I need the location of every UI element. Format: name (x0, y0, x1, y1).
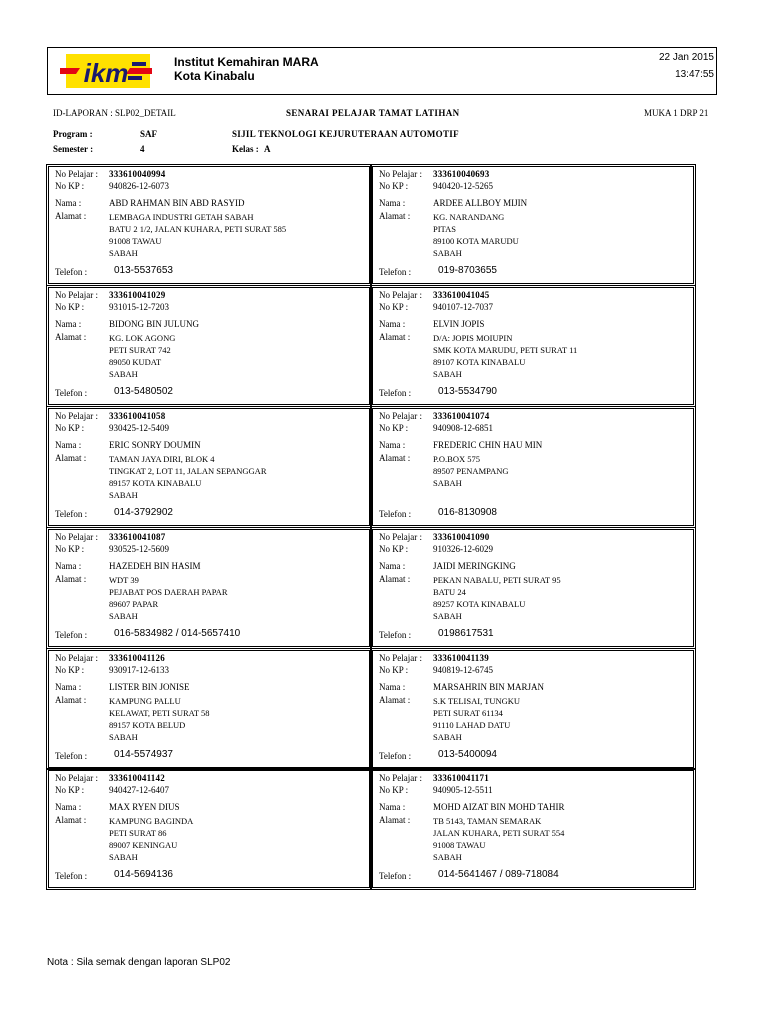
student-card (372, 166, 694, 284)
telefon-value: 014-5641467 / 089-718084 (438, 869, 559, 880)
address-line: SABAH (433, 852, 462, 862)
nama-label: Nama : (55, 682, 82, 692)
telefon-value: 013-5400094 (438, 749, 497, 760)
no-kp-label: No KP : (379, 181, 409, 191)
student-card (48, 650, 370, 768)
address-line: SABAH (109, 611, 138, 621)
no-kp-label: No KP : (55, 665, 85, 675)
nama-label: Nama : (379, 319, 406, 329)
address-line: SABAH (109, 732, 138, 742)
alamat-value (433, 211, 519, 259)
address-line: SABAH (433, 248, 462, 258)
kelas-label: Kelas : (232, 144, 259, 154)
telefon-value: 016-5834982 / 014-5657410 (114, 628, 241, 639)
no-pelajar-value: 333610041142 (109, 773, 165, 783)
alamat-label: Alamat : (55, 332, 87, 342)
no-kp-value: 940107-12-7037 (433, 302, 493, 312)
page-number: MUKA 1 DRP 21 (644, 108, 709, 118)
address-line: 91110 LAHAD DATU (433, 720, 511, 730)
alamat-value (109, 815, 193, 863)
address-line: PETI SURAT 61134 (433, 708, 503, 718)
telefon-value: 019-8703655 (438, 265, 497, 276)
report-title: SENARAI PELAJAR TAMAT LATIHAN (286, 108, 460, 118)
no-kp-value: 940826-12-6073 (109, 181, 169, 191)
alamat-label: Alamat : (379, 815, 411, 825)
no-pelajar-value: 333610040994 (109, 169, 166, 179)
student-card (48, 529, 370, 647)
telefon-label: Telefon : (55, 509, 88, 519)
no-kp-label: No KP : (379, 302, 409, 312)
alamat-label: Alamat : (379, 453, 411, 463)
address-line: TINGKAT 2, LOT 11, JALAN SEPANGGAR (109, 466, 267, 476)
no-kp-value: 930917-12-6133 (109, 665, 169, 675)
address-line: PEJABAT POS DAERAH PAPAR (109, 587, 228, 597)
telefon-label: Telefon : (55, 871, 88, 881)
alamat-label: Alamat : (379, 332, 411, 342)
no-pelajar-label: No Pelajar : (379, 411, 422, 421)
no-kp-label: No KP : (379, 785, 409, 795)
course-name: SIJIL TEKNOLOGI KEJURUTERAAN AUTOMOTIF (232, 129, 459, 139)
no-pelajar-label: No Pelajar : (55, 653, 98, 663)
address-line: 89257 KOTA KINABALU (433, 599, 526, 609)
address-line: 89107 KOTA KINABALU (433, 357, 526, 367)
nama-value: ARDEE ALLBOY MIJIN (433, 198, 528, 208)
telefon-value: 013-5537653 (114, 265, 173, 276)
nama-value: JAIDI MERINGKING (433, 561, 516, 571)
telefon-label: Telefon : (379, 509, 412, 519)
institution-city: Kota Kinabalu (174, 69, 255, 83)
alamat-value (433, 574, 561, 622)
no-kp-value: 910326-12-6029 (433, 544, 493, 554)
no-pelajar-value: 333610041058 (109, 411, 166, 421)
address-line: KELAWAT, PETI SURAT 58 (109, 708, 210, 718)
no-kp-value: 930425-12-5409 (109, 423, 169, 433)
telefon-value: 013-5534790 (438, 386, 497, 397)
no-pelajar-value: 333610041090 (433, 532, 490, 542)
telefon-value: 014-5694136 (114, 869, 173, 880)
nama-value: MARSAHRIN BIN MARJAN (433, 682, 545, 692)
no-kp-value: 940427-12-6407 (109, 785, 169, 795)
report-header (47, 47, 717, 95)
address-line: SMK KOTA MARUDU, PETI SURAT 11 (433, 345, 578, 355)
no-pelajar-label: No Pelajar : (379, 653, 422, 663)
no-pelajar-value: 333610041074 (433, 411, 490, 421)
alamat-label: Alamat : (379, 695, 411, 705)
no-pelajar-label: No Pelajar : (55, 290, 98, 300)
student-card (372, 650, 694, 768)
address-line: SABAH (109, 852, 138, 862)
telefon-label: Telefon : (379, 871, 412, 881)
no-kp-value: 940819-12-6745 (433, 665, 493, 675)
address-line: LEMBAGA INDUSTRI GETAH SABAH (109, 212, 254, 222)
telefon-value: 014-5574937 (114, 749, 173, 760)
no-pelajar-label: No Pelajar : (379, 290, 422, 300)
address-line: SABAH (433, 732, 462, 742)
no-pelajar-value: 333610041087 (109, 532, 166, 542)
nama-label: Nama : (55, 561, 82, 571)
no-kp-label: No KP : (379, 423, 409, 433)
address-line: BATU 2 1/2, JALAN KUHARA, PETI SURAT 585 (109, 224, 287, 234)
no-kp-value: 940908-12-6851 (433, 423, 493, 433)
alamat-value (433, 815, 564, 863)
address-line: KAMPUNG BAGINDA (109, 816, 194, 826)
no-pelajar-value: 333610041045 (433, 290, 490, 300)
address-line: PETI SURAT 86 (109, 828, 167, 838)
no-kp-value: 940905-12-5511 (433, 785, 493, 795)
student-card (48, 287, 370, 405)
nama-label: Nama : (55, 198, 82, 208)
footer-note: Nota : Sila semak dengan laporan SLP02 (47, 957, 231, 968)
nama-value: BIDONG BIN JULUNG (109, 319, 199, 329)
telefon-value: 014-3792902 (114, 507, 173, 518)
no-kp-label: No KP : (55, 544, 85, 554)
address-line: TAMAN JAYA DIRI, BLOK 4 (109, 454, 215, 464)
alamat-label: Alamat : (379, 211, 411, 221)
address-line: WDT 39 (109, 575, 139, 585)
address-line: JALAN KUHARA, PETI SURAT 554 (433, 828, 565, 838)
nama-value: ELVIN JOPIS (433, 319, 485, 329)
institution-name: Institut Kemahiran MARA (174, 55, 319, 69)
program-value: SAF (140, 129, 158, 139)
no-kp-value: 940420-12-5265 (433, 181, 493, 191)
alamat-label: Alamat : (55, 574, 87, 584)
report-time: 13:47:55 (675, 69, 714, 80)
alamat-value (433, 453, 509, 489)
address-line: D/A: JOPIS MOIUPIN (433, 333, 513, 343)
address-line: 89607 PAPAR (109, 599, 159, 609)
alamat-value (109, 332, 175, 380)
nama-label: Nama : (379, 440, 406, 450)
nama-label: Nama : (379, 802, 406, 812)
ikm-logo (60, 54, 152, 88)
student-card (372, 408, 694, 526)
no-pelajar-label: No Pelajar : (55, 169, 98, 179)
logo-text: ikm (83, 58, 129, 88)
address-line: PITAS (433, 224, 456, 234)
nama-value: ERIC SONRY DOUMIN (109, 440, 201, 450)
no-kp-label: No KP : (55, 181, 85, 191)
student-card (372, 529, 694, 647)
no-pelajar-label: No Pelajar : (379, 532, 422, 542)
telefon-value: 013-5480502 (114, 386, 173, 397)
telefon-label: Telefon : (379, 630, 412, 640)
student-card (372, 287, 694, 405)
alamat-value (433, 695, 520, 743)
telefon-label: Telefon : (55, 630, 88, 640)
alamat-label: Alamat : (55, 453, 87, 463)
no-kp-label: No KP : (379, 544, 409, 554)
no-pelajar-value: 333610040693 (433, 169, 490, 179)
nama-value: HAZEDEH BIN HASIM (109, 561, 201, 571)
telefon-label: Telefon : (379, 751, 412, 761)
address-line: 89157 KOTA BELUD (109, 720, 186, 730)
address-line: KG. LOK AGONG (109, 333, 176, 343)
nama-value: LISTER BIN JONISE (109, 682, 190, 692)
alamat-value (433, 332, 577, 380)
nama-label: Nama : (55, 319, 82, 329)
address-line: SABAH (109, 369, 138, 379)
address-line: BATU 24 (433, 587, 466, 597)
telefon-label: Telefon : (55, 388, 88, 398)
alamat-label: Alamat : (55, 695, 87, 705)
nama-value: ABD RAHMAN BIN ABD RASYID (109, 198, 245, 208)
telefon-value: 0198617531 (438, 628, 494, 639)
nama-label: Nama : (55, 802, 82, 812)
nama-label: Nama : (55, 440, 82, 450)
telefon-label: Telefon : (379, 267, 412, 277)
address-line: S.K TELISAI, TUNGKU (433, 696, 521, 706)
alamat-value (109, 453, 267, 501)
student-card (48, 408, 370, 526)
report-date: 22 Jan 2015 (658, 52, 714, 63)
program-label: Program : (53, 129, 93, 139)
telefon-label: Telefon : (379, 388, 412, 398)
no-kp-label: No KP : (55, 785, 85, 795)
address-line: 89050 KUDAT (109, 357, 162, 367)
address-line: 89157 KOTA KINABALU (109, 478, 202, 488)
no-pelajar-value: 333610041126 (109, 653, 165, 663)
no-pelajar-label: No Pelajar : (55, 773, 98, 783)
nama-value: MOHD AIZAT BIN MOHD TAHIR (433, 802, 565, 812)
nama-label: Nama : (379, 198, 406, 208)
address-line: 91008 TAWAU (433, 840, 486, 850)
no-kp-label: No KP : (55, 423, 85, 433)
telefon-value: 016-8130908 (438, 507, 497, 518)
no-kp-value: 931015-12-7203 (109, 302, 169, 312)
no-pelajar-value: 333610041171 (433, 773, 489, 783)
student-card (372, 770, 694, 888)
kelas-value: A (264, 144, 271, 154)
address-line: P.O.BOX 575 (433, 454, 480, 464)
no-pelajar-label: No Pelajar : (379, 169, 422, 179)
alamat-label: Alamat : (379, 574, 411, 584)
address-line: SABAH (433, 369, 462, 379)
no-kp-label: No KP : (55, 302, 85, 312)
nama-value: FREDERIC CHIN HAU MIN (433, 440, 543, 450)
address-line: KAMPUNG PALLU (109, 696, 181, 706)
address-line: SABAH (109, 248, 138, 258)
address-line: SABAH (433, 611, 462, 621)
telefon-label: Telefon : (55, 751, 88, 761)
no-pelajar-label: No Pelajar : (55, 411, 98, 421)
nama-label: Nama : (379, 682, 406, 692)
address-line: 91008 TAWAU (109, 236, 162, 246)
address-line: KG. NARANDANG (433, 212, 505, 222)
no-pelajar-value: 333610041029 (109, 290, 166, 300)
address-line: 89507 PENAMPANG (433, 466, 509, 476)
address-line: TB 5143, TAMAN SEMARAK (433, 816, 542, 826)
semester-label: Semester : (53, 144, 94, 154)
address-line: 89007 KENINGAU (109, 840, 178, 850)
alamat-value (109, 574, 228, 622)
telefon-label: Telefon : (55, 267, 88, 277)
address-line: PEKAN NABALU, PETI SURAT 95 (433, 575, 561, 585)
nama-label: Nama : (379, 561, 406, 571)
address-line: SABAH (109, 490, 138, 500)
no-pelajar-value: 333610041139 (433, 653, 489, 663)
no-pelajar-label: No Pelajar : (379, 773, 422, 783)
address-line: SABAH (433, 478, 462, 488)
semester-value: 4 (140, 144, 145, 154)
alamat-value (109, 695, 210, 743)
alamat-value (109, 211, 286, 259)
report-id: ID-LAPORAN : SLP02_DETAIL (53, 108, 176, 118)
no-kp-label: No KP : (379, 665, 409, 675)
student-card (48, 770, 370, 888)
address-line: 89100 KOTA MARUDU (433, 236, 519, 246)
no-kp-value: 930525-12-5609 (109, 544, 169, 554)
nama-value: MAX RYEN DIUS (109, 802, 180, 812)
alamat-label: Alamat : (55, 211, 87, 221)
no-pelajar-label: No Pelajar : (55, 532, 98, 542)
student-card (48, 166, 370, 284)
alamat-label: Alamat : (55, 815, 87, 825)
address-line: PETI SURAT 742 (109, 345, 171, 355)
